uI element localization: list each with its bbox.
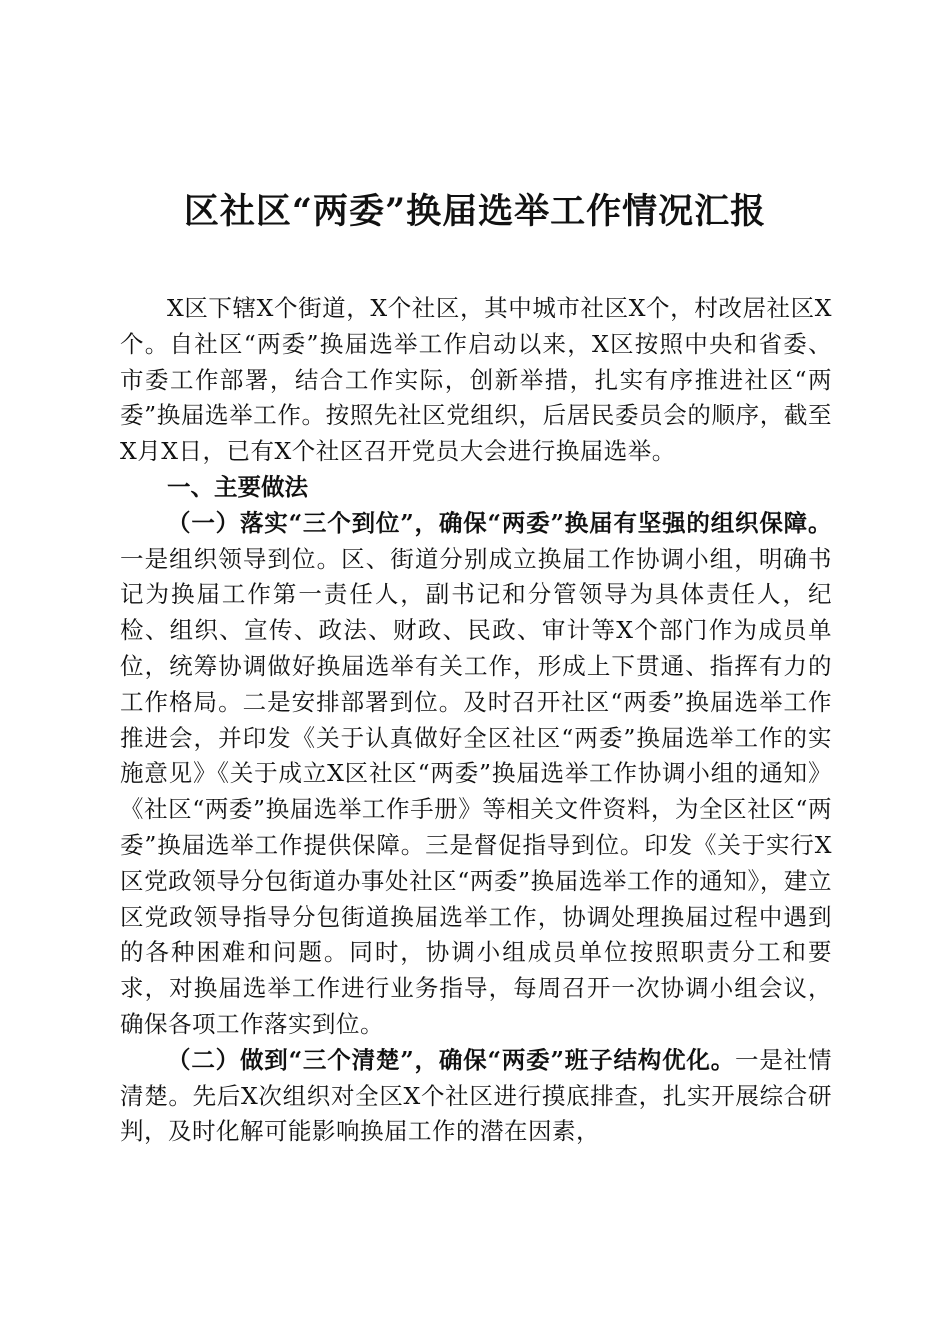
intro-paragraph: X区下辖X个街道，X个社区，其中城市社区X个，村改居社区X个。自社区“两委”换届选举工作启动以来，X区按照中央和省委、市委工作部署，结合工作实际，创新举措，扎实有序推进社区“两委”换届选举工作。按照先社区党组织，后居民委员会的顺序，截至X月X日，已有X个社区召开党员大会进行换届选举。	[120, 294, 832, 466]
subsection-1-paragraph	[120, 506, 832, 1043]
subsection-2-lead: （二）做到“三个清楚”，确保“两委”班子结构优化。	[167, 1045, 736, 1074]
document-body	[120, 291, 832, 1150]
document-title: 区社区“两委”换届选举工作情况汇报	[183, 191, 767, 232]
subsection-2-body: 一是社情清楚。先后X次组织对全区X个社区进行摸底排查，扎实开展综合研判，及时化解可能影响换届工作的潜在因素，	[120, 1045, 833, 1146]
subsection-1-lead: （一）落实“三个到位”，确保“两委”换届有坚强的组织保障。	[167, 508, 832, 537]
subsection-2-paragraph	[120, 1043, 832, 1150]
subsection-1-body: 一是组织领导到位。区、街道分别成立换届工作协调小组，明确书记为换届工作第一责任人，副书记和分管领导为具体责任人，纪检、组织、宣传、政法、财政、民政、审计等X个部门作为成员单位，统筹协调做好换届选举有关工作，形成上下贯通、指挥有力的工作格局。二是安排部署到位。及时召开社区“两委”换届选举工作推进会，并印发《关于认真做好全区社区“两委”换届选举工作的实施意见》《关于成立X区社区“两委”换届选举工作协调小组的通知》《社区“两委”换届选举工作手册》等相关文件资料，为全区社区“两委”换届选举工作提供保障。三是督促指导到位。印发《关于实行X区党政领导分包街道办事处社区“两委”换届选举工作的通知》，建立区党政领导指导分包街道换届选举工作，协调处理换届过程中遇到的各种困难和问题。同时，协调小组成员单位按照职责分工和要求，对换届选举工作进行业务指导，每周召开一次协调小组会议，确保各项工作落实到位。	[120, 544, 832, 1038]
section-heading-main-practices: 一、主要做法	[167, 472, 308, 501]
